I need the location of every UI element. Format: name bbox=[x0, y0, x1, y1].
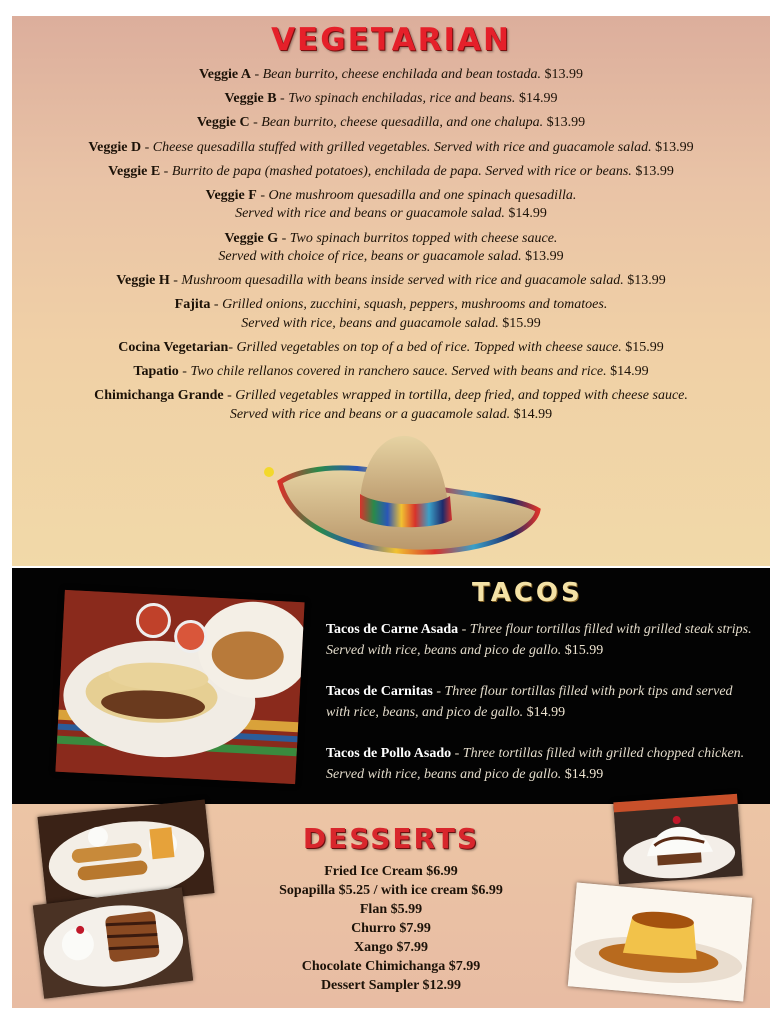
menu-item bbox=[12, 387, 770, 424]
item-description: Cheese quesadilla stuffed with grilled vegetables. Served with rice and guacamole salad. bbox=[152, 139, 652, 155]
item-description: Mushroom quesadilla with beans inside served with rice and guacamole salad. bbox=[181, 273, 624, 289]
item-separator: - bbox=[210, 297, 223, 313]
item-name: Cocina Vegetarian bbox=[118, 340, 229, 356]
item-name: Fajita bbox=[174, 297, 211, 313]
item-separator: - bbox=[178, 364, 191, 380]
dessert-item: Sopapilla $5.25 / with ice cream $6.99 bbox=[279, 883, 503, 898]
item-separator: - bbox=[169, 273, 182, 289]
item-separator: - bbox=[256, 188, 269, 204]
item-description: Two chile rellanos covered in ranchero sauce. Served with beans and rice. bbox=[190, 364, 607, 380]
dessert-item: Flan $5.99 bbox=[359, 902, 423, 917]
item-price: $13.99 bbox=[541, 67, 584, 82]
item-price: $14.99 bbox=[606, 364, 649, 380]
dessert-item: Chocolate Chimichanga $7.99 bbox=[301, 959, 481, 974]
item-separator: - bbox=[278, 230, 290, 246]
item-name: Veggie A bbox=[198, 67, 251, 82]
decorative-dot bbox=[264, 467, 274, 477]
item-separator: - bbox=[223, 388, 236, 404]
menu-item bbox=[12, 114, 770, 132]
menu-item bbox=[12, 187, 770, 224]
item-description-line-2: Served with rice and beans or guacamole salad. bbox=[235, 206, 505, 222]
menu-item bbox=[12, 272, 770, 290]
item-separator: - bbox=[228, 340, 237, 356]
item-separator: - bbox=[458, 622, 470, 637]
item-description: Two spinach burritos topped with cheese sauce. bbox=[289, 230, 558, 246]
item-name: Veggie E bbox=[108, 163, 161, 179]
item-price: $13.99 bbox=[631, 163, 674, 179]
item-price: $14.99 bbox=[523, 704, 566, 720]
item-separator: - bbox=[432, 684, 445, 700]
item-separator: - bbox=[249, 115, 262, 131]
menu-item bbox=[326, 682, 756, 723]
dessert-item: Churro $7.99 bbox=[351, 921, 431, 936]
item-price: $14.99 bbox=[504, 206, 547, 222]
item-description: One mushroom quesadilla and one spinach quesadilla. bbox=[268, 188, 577, 204]
item-description: Grilled vegetables wrapped in tortilla, deep fried, and topped with cheese sauce. bbox=[235, 388, 688, 404]
dessert-item: Fried Ice Cream $6.99 bbox=[324, 864, 458, 879]
item-description: Two spinach enchiladas, rice and beans. bbox=[288, 91, 516, 107]
item-price: $14.99 bbox=[561, 766, 604, 782]
sombrero-illustration bbox=[274, 434, 544, 562]
item-separator: - bbox=[276, 91, 289, 107]
item-description-line-2: Served with rice, beans and guacamole salad. bbox=[241, 315, 499, 331]
item-name: Tacos de Carnitas bbox=[326, 684, 433, 700]
menu-item bbox=[12, 363, 770, 381]
item-description: Bean burrito, cheese enchilada and bean tostada. bbox=[262, 67, 542, 82]
item-separator: - bbox=[141, 139, 153, 155]
item-price: $15.99 bbox=[498, 315, 541, 331]
item-price: $14.99 bbox=[515, 91, 558, 107]
desserts-menu-list bbox=[12, 862, 770, 995]
tacos-title: TACOS bbox=[472, 578, 583, 608]
item-separator: - bbox=[250, 67, 263, 82]
menu-page bbox=[12, 16, 770, 1008]
item-price: $15.99 bbox=[561, 642, 604, 658]
item-name: Veggie C bbox=[196, 115, 250, 131]
vegetarian-section bbox=[12, 16, 770, 566]
item-description: Grilled vegetables on top of a bed of rice. Topped with cheese sauce. bbox=[236, 340, 622, 356]
item-name: Tapatio bbox=[133, 364, 179, 380]
menu-item bbox=[12, 66, 770, 84]
item-price: $13.99 bbox=[543, 115, 586, 131]
item-description: Three flour tortillas filled with grilled steak strips. Served with rice, beans and pico de gallo. bbox=[326, 622, 752, 658]
item-name: Tacos de Pollo Asado bbox=[326, 746, 452, 762]
item-price: $13.99 bbox=[623, 273, 666, 289]
desserts-title: DESSERTS bbox=[302, 822, 480, 855]
item-price: $13.99 bbox=[651, 139, 694, 155]
dessert-item: Xango $7.99 bbox=[354, 940, 428, 955]
menu-item bbox=[326, 620, 756, 661]
item-name: Chimichanga Grande bbox=[94, 388, 224, 404]
dessert-item: Dessert Sampler $12.99 bbox=[320, 978, 462, 993]
tacos-section bbox=[12, 568, 770, 804]
item-description-line-2: Served with rice and beans or a guacamole salad. bbox=[229, 406, 511, 422]
item-name: Veggie D bbox=[88, 139, 142, 155]
item-price: $14.99 bbox=[510, 406, 553, 422]
desserts-section bbox=[12, 804, 770, 1008]
menu-item bbox=[12, 230, 770, 267]
vegetarian-menu-list bbox=[12, 66, 770, 430]
item-separator: - bbox=[451, 746, 463, 762]
item-name: Veggie B bbox=[224, 91, 277, 107]
item-description: Grilled onions, zucchini, squash, peppers, mushrooms and tomatoes. bbox=[222, 297, 608, 313]
item-description: Bean burrito, cheese quesadilla, and one chalupa. bbox=[261, 115, 544, 131]
tacos-plate-photo bbox=[55, 590, 304, 784]
item-description-line-2: Served with choice of rice, beans or guacamole salad. bbox=[218, 249, 522, 265]
menu-item bbox=[12, 296, 770, 333]
item-description: Three tortillas filled with grilled chopped chicken. Served with rice, beans and pico de gallo. bbox=[326, 746, 745, 782]
item-description: Burrito de papa (mashed potatoes), enchilada de papa. Served with rice or beans. bbox=[171, 163, 632, 179]
item-price: $13.99 bbox=[521, 249, 564, 265]
vegetarian-title: VEGETARIAN bbox=[271, 22, 511, 58]
menu-item bbox=[326, 744, 756, 785]
tacos-menu-list bbox=[326, 620, 756, 807]
item-separator: - bbox=[160, 163, 172, 179]
item-name: Tacos de Carne Asada bbox=[326, 622, 459, 637]
menu-item bbox=[12, 139, 770, 157]
menu-item bbox=[12, 339, 770, 357]
item-price: $15.99 bbox=[621, 340, 664, 356]
menu-item bbox=[12, 163, 770, 181]
menu-item bbox=[12, 90, 770, 108]
item-description: Three flour tortillas filled with pork tips and served with rice, beans, and pico de gallo. bbox=[326, 684, 733, 720]
item-name: Veggie H bbox=[116, 273, 170, 289]
item-name: Veggie G bbox=[224, 230, 279, 246]
item-name: Veggie F bbox=[205, 188, 257, 204]
